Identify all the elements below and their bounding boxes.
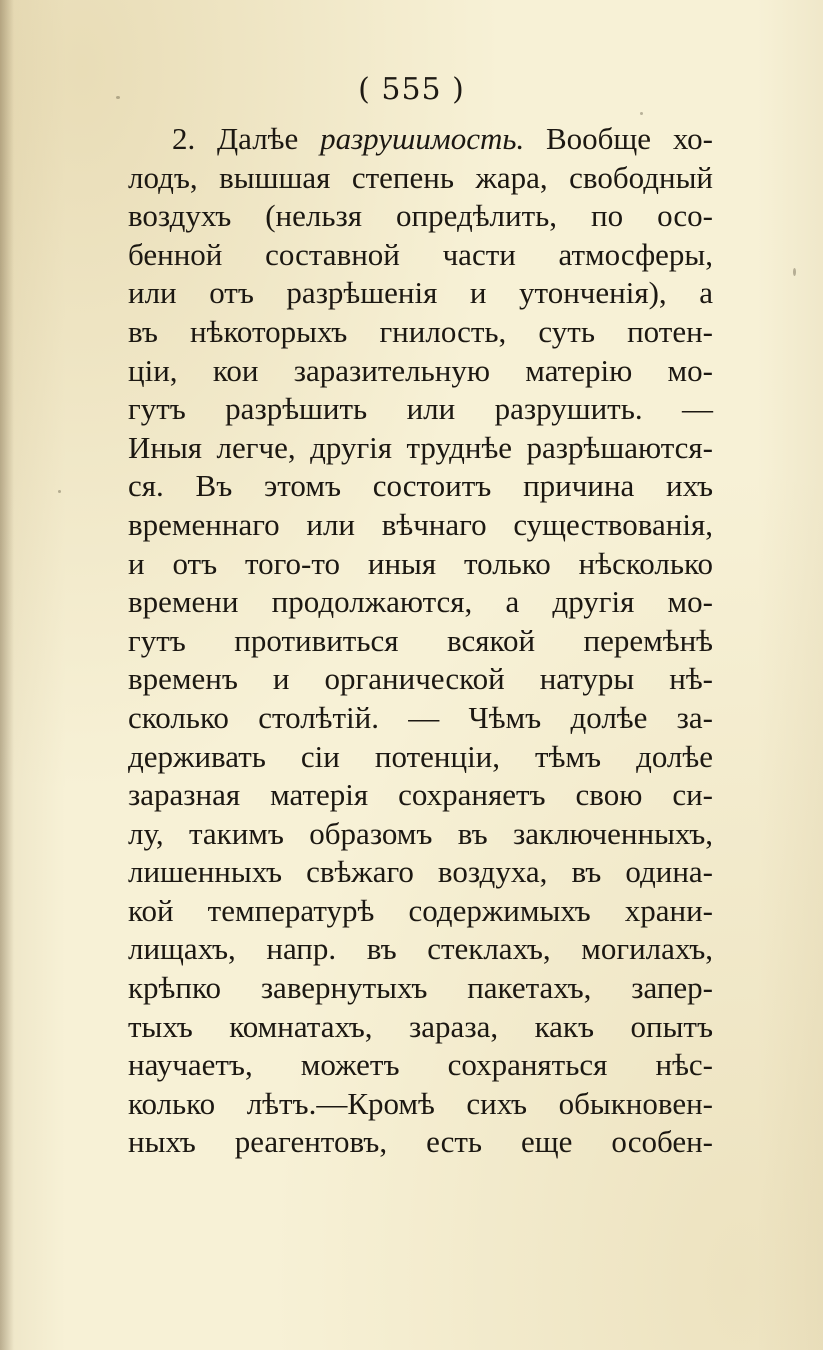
text-line: кой температурѣ содержимыхъ храни- xyxy=(128,892,713,928)
text-line: воздухъ (нельзя опредѣлить, по осо- xyxy=(128,198,713,234)
text-line: въ нѣкоторыхъ гнилость, суть потен- xyxy=(128,313,713,349)
text-line: лишенныхъ свѣжаго воздуха, въ одина- xyxy=(128,854,713,890)
text-line: сколько столѣтій. — Чѣмъ долѣе за- xyxy=(128,699,713,735)
paper-speck xyxy=(58,490,61,493)
text-line: гутъ противиться всякой перемѣнѣ xyxy=(128,622,713,658)
paper-speck xyxy=(640,112,643,115)
text-line: Иныя легче, другія труднѣе разрѣшаются- xyxy=(128,429,713,465)
text-line: временнаго или вѣчнаго существованія, xyxy=(128,506,713,542)
text-line: ныхъ реагентовъ, есть еще особен- xyxy=(128,1124,713,1160)
text-line: лодъ, вышшая степень жара, свободный xyxy=(128,159,713,195)
text-line: гутъ разрѣшить или разрушить. — xyxy=(128,391,713,427)
text-span: 2. Далѣе xyxy=(172,121,321,156)
text-line: заразная матерія сохраняетъ свою си- xyxy=(128,777,713,813)
text-line: лу, такимъ образомъ въ заключенныхъ, xyxy=(128,815,713,851)
text-line: времени продолжаются, а другія мо- xyxy=(128,584,713,620)
text-line: крѣпко завернутыхъ пакетахъ, запер- xyxy=(128,970,713,1006)
text-line: бенной составной части атмосферы, xyxy=(128,236,713,272)
text-line: держивать сіи потенціи, тѣмъ долѣе xyxy=(128,738,713,774)
text-line: временъ и органической натуры нѣ- xyxy=(128,661,713,697)
text-line: ціи, кои заразительную матерію мо- xyxy=(128,352,713,388)
text-span: Вообще хо- xyxy=(524,121,713,156)
body-paragraph xyxy=(128,120,713,1162)
text-line: лищахъ, напр. въ стеклахъ, могилахъ, xyxy=(128,931,713,967)
page-number: ( 555 ) xyxy=(358,72,465,107)
text-line: колько лѣтъ.—Кромѣ сихъ обыкновен- xyxy=(128,1085,713,1121)
text-line: или отъ разрѣшенія и утонченія), а xyxy=(128,275,713,311)
text-line: и отъ того-то иныя только нѣсколько xyxy=(128,545,713,581)
page-gutter-shadow xyxy=(0,0,14,1350)
italic-term: разрушимость. xyxy=(320,121,525,156)
text-line: тыхъ комнатахъ, зараза, какъ опытъ xyxy=(128,1008,713,1044)
text-line: научаетъ, можетъ сохраняться нѣс- xyxy=(128,1047,713,1083)
text-line xyxy=(128,120,713,159)
text-line: ся. Въ этомъ состоитъ причина ихъ xyxy=(128,468,713,504)
paper-speck xyxy=(793,268,796,276)
